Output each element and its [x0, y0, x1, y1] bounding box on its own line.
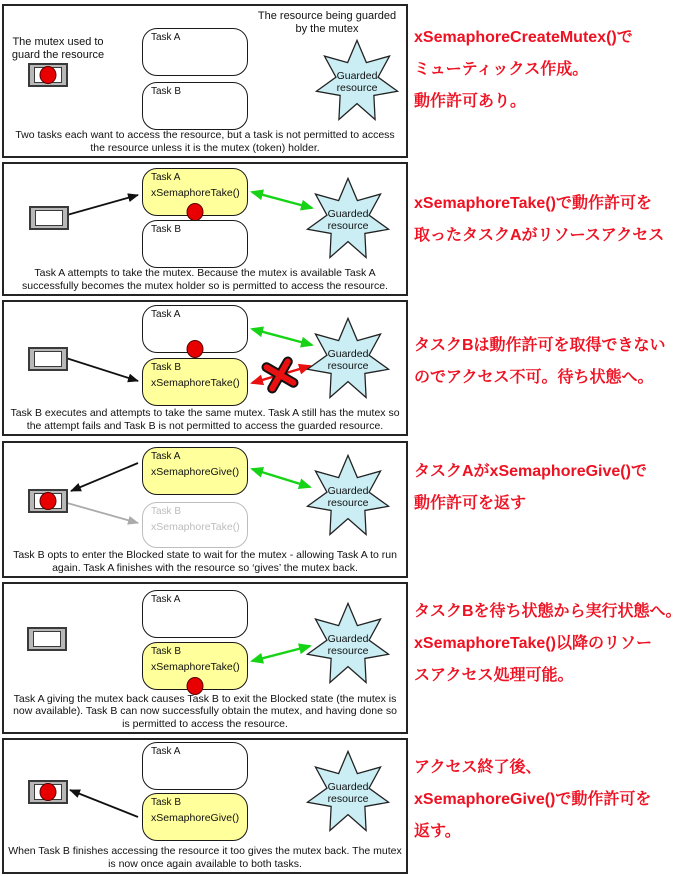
note-line: 取ったタスクAがリソースアクセス — [414, 227, 665, 244]
note-panel-5 — [414, 596, 688, 692]
guarded-resource-star — [304, 316, 392, 404]
star-label: Guarded resource — [327, 208, 369, 232]
task-b-box — [142, 642, 248, 690]
task-b-box — [142, 220, 248, 268]
mutex-icon — [28, 489, 68, 513]
task-b-blocked-arrow — [252, 366, 310, 383]
mutex-icon — [27, 627, 67, 651]
blocked-x-icon — [267, 362, 294, 389]
note-line: xSemaphoreTake()以降のリソー — [414, 635, 652, 652]
mutex-annotation: The mutex used to guard the resource — [11, 36, 105, 61]
mutex-icon — [28, 63, 68, 87]
note-line: 動作許可あり。 — [414, 93, 527, 110]
task-b-give-arrow — [70, 790, 138, 817]
task-a-title: Task A — [151, 594, 181, 605]
mutex-to-blocked-task-b-arrow — [60, 501, 138, 523]
star-label: Guarded resource — [327, 781, 369, 805]
panel-caption: Task A attempts to take the mutex. Because the mutex is available Task A successfully becomes the mutex holder so is permitted to access the resource. — [22, 267, 388, 292]
task-b-call: xSemaphoreGive() — [151, 812, 240, 824]
task-b-title: Task B — [151, 797, 182, 808]
note-panel-3 — [414, 330, 688, 394]
star-label: Guarded resource — [327, 485, 369, 509]
task-b-title: Task B — [151, 224, 182, 235]
scenario-panel-5 — [2, 582, 408, 734]
mutex-icon — [28, 780, 68, 804]
task-a-title: Task A — [151, 32, 181, 43]
task-b-title: Task B — [151, 646, 182, 657]
task-b-call: xSemaphoreTake() — [151, 521, 240, 533]
task-a-access-arrow — [252, 469, 310, 487]
note-line: 返す。 — [414, 823, 461, 840]
task-a-access-arrow — [252, 192, 312, 208]
task-a-title: Task A — [151, 746, 181, 757]
panel-caption: Task B executes and attempts to take the same mutex. Task A still has the mutex so the attempt fails and Task B is not permitted to access the guarded resource. — [10, 407, 400, 432]
task-a-title: Task A — [151, 451, 181, 462]
task-b-access-arrow — [252, 646, 310, 661]
mutex-token-icon — [187, 340, 204, 358]
mutex-to-task-a-arrow — [67, 195, 138, 215]
scenario-panel-6 — [2, 738, 408, 874]
task-a-title: Task A — [151, 172, 181, 183]
guarded-resource-star — [304, 601, 392, 689]
task-a-box — [142, 305, 248, 353]
task-a-title: Task A — [151, 309, 181, 320]
task-a-box — [142, 447, 248, 495]
guarded-resource-star — [304, 453, 392, 541]
task-a-box — [142, 742, 248, 790]
note-line: スアクセス処理可能。 — [414, 667, 574, 684]
task-b-call: xSemaphoreTake() — [151, 661, 240, 673]
task-b-title: Task B — [151, 506, 182, 517]
task-a-access-arrow — [252, 329, 312, 345]
mutex-token-icon — [40, 783, 57, 801]
task-b-box — [142, 82, 248, 130]
panel-caption: Task B opts to enter the Blocked state to wait for the mutex - allowing Task A to run again. Task A finishes with the resource so ‘gives’ the mutex back. — [13, 549, 397, 574]
scenario-panel-2 — [2, 162, 408, 296]
guarded-resource-star — [304, 749, 392, 837]
task-a-call: xSemaphoreTake() — [151, 187, 240, 199]
note-line: ミューティックス作成。 — [414, 61, 589, 78]
task-b-box-blocked — [142, 502, 248, 548]
mutex-icon — [29, 206, 69, 230]
note-line: タスクBを待ち状態から実行状態へ。 — [414, 603, 682, 620]
guarded-resource-star — [304, 176, 392, 264]
note-panel-2 — [414, 188, 688, 252]
star-label: Guarded resource — [327, 348, 369, 372]
panel-caption: Task A giving the mutex back causes Task B to exit the Blocked state (the mutex is now available). Task B can now successfully obtain the mutex, and having done so is permitted to access the resource. — [13, 692, 397, 730]
task-b-box — [142, 358, 248, 406]
star-label: Guarded resource — [327, 633, 369, 657]
scenario-panel-1 — [2, 4, 408, 158]
task-b-box — [142, 793, 248, 841]
task-b-title: Task B — [151, 86, 182, 97]
guarded-resource-star — [313, 38, 401, 126]
note-line: 動作許可を返す — [414, 495, 527, 512]
mutex-token-icon — [40, 66, 57, 84]
note-panel-6 — [414, 752, 688, 848]
task-a-box — [142, 168, 248, 216]
note-line: タスクAがxSemaphoreGive()で — [414, 463, 647, 480]
task-b-call: xSemaphoreTake() — [151, 377, 240, 389]
task-b-title: Task B — [151, 362, 182, 373]
mutex-token-icon — [187, 203, 204, 221]
task-a-call: xSemaphoreGive() — [151, 466, 240, 478]
mutex-icon — [28, 347, 68, 371]
panel-caption: When Task B finishes accessing the resource it too gives the mutex back. The mutex is now once again available to both tasks. — [8, 845, 402, 870]
task-a-box — [142, 590, 248, 638]
task-a-give-arrow — [71, 463, 138, 491]
note-panel-4 — [414, 456, 688, 520]
panel-caption: Two tasks each want to access the resource, but a task is not permitted to access the resource unless it is the mutex (token) holder. — [15, 129, 395, 154]
scenario-panel-4 — [2, 441, 408, 578]
note-line: xSemaphoreGive()で動作許可を — [414, 791, 652, 808]
note-line: アクセス終了後、 — [414, 759, 542, 776]
note-line: xSemaphoreTake()で動作許可を — [414, 195, 652, 212]
mutex-token-icon — [40, 492, 57, 510]
note-panel-1 — [414, 22, 688, 118]
star-label: Guarded resource — [336, 70, 378, 94]
scenario-panel-3 — [2, 300, 408, 436]
note-line: のでアクセス不可。待ち状態へ。 — [414, 369, 654, 386]
note-line: xSemaphoreCreateMutex()で — [414, 29, 633, 46]
note-line: タスクBは動作許可を取得できない — [414, 337, 666, 354]
task-a-box — [142, 28, 248, 76]
resource-annotation: The resource being guarded by the mutex — [257, 10, 397, 35]
mutex-to-task-b-arrow — [66, 358, 138, 381]
